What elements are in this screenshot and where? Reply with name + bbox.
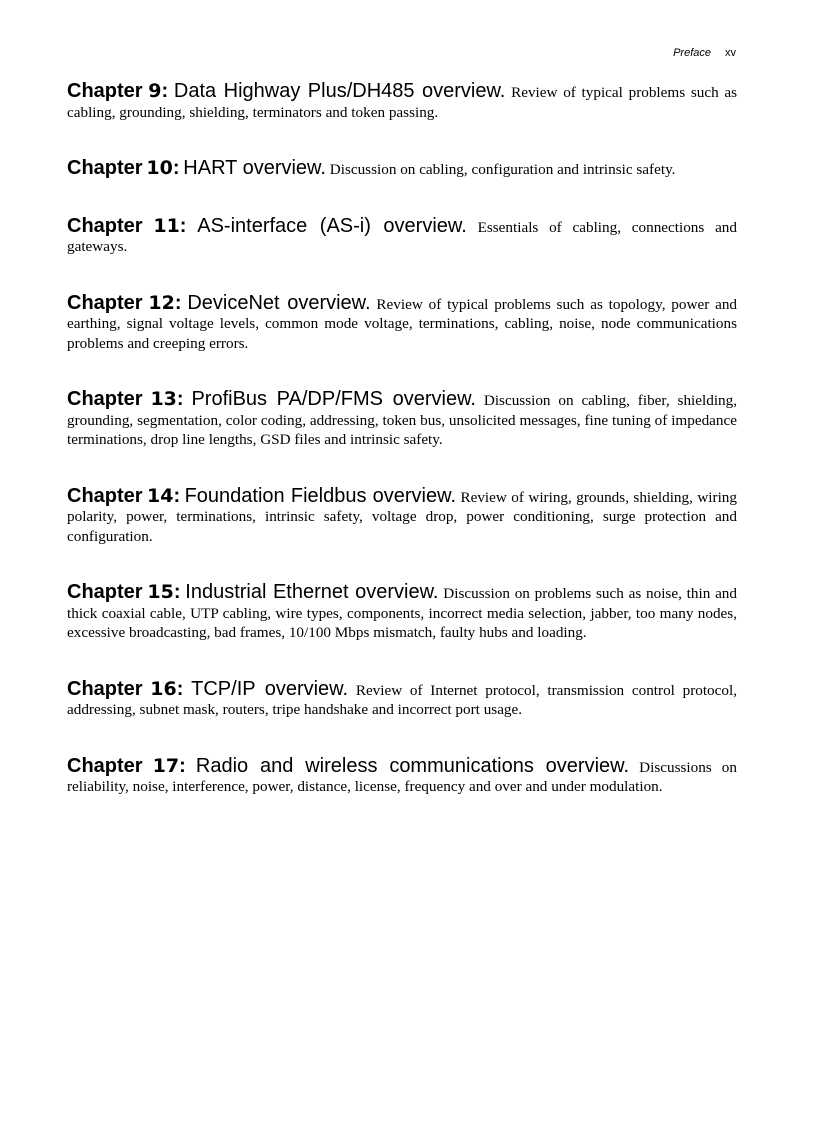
chapter-number: 16 xyxy=(150,677,177,700)
chapter-number: 10 xyxy=(146,157,173,179)
header-page-number: xv xyxy=(725,47,736,59)
chapter-description: Discussion on cabling, fiber, shielding, grounding, segmentation, color coding, addressing, token bus, unsolicited messages, fine tuning of impedance terminations, drop line lengths, GSD files and intrinsic safety. xyxy=(67,392,738,448)
running-header xyxy=(673,46,736,60)
chapter-label: Chapter xyxy=(67,291,143,314)
chapter-title: Data Highway Plus/DH485 overview. xyxy=(173,80,506,102)
chapter-entry: Chapter 15: Industrial Ethernet overview. Discussion on problems such as noise, thin and thick coaxial cable, UTP cabling, wire types, components, incorrect media selection, jabber, too many nodes, excessive broadcasting, bad frames, 10/100 Mbps mismatch, faulty hubs and loading. xyxy=(67,581,737,641)
chapter-number: 11 xyxy=(153,214,180,237)
chapter-title: Radio and wireless communications overview. xyxy=(195,754,630,777)
chapter-title: Industrial Ethernet overview. xyxy=(185,581,439,603)
chapter-entry: Chapter 11: AS-interface (AS-i) overview. Essentials of cabling, connections and gateways. xyxy=(67,214,737,255)
chapter-title: DeviceNet overview. xyxy=(187,291,371,314)
chapter-number: 12 xyxy=(148,291,175,314)
chapter-description: Essentials of cabling, connections and gateways. xyxy=(67,218,737,255)
chapter-title: TCP/IP overview. xyxy=(191,677,349,700)
chapter-number: 15 xyxy=(147,581,174,603)
chapter-title: Foundation Fieldbus overview. xyxy=(184,484,457,507)
chapter-label: Chapter xyxy=(67,388,143,410)
chapter-number: 17 xyxy=(152,754,180,777)
chapter-entry: Chapter 17: Radio and wireless communications overview. Discussions on reliability, noise, interference, power, distance, license, frequency and over and under modulation. xyxy=(67,754,737,795)
chapter-label: Chapter xyxy=(67,157,143,179)
chapter-entry: Chapter 10: HART overview. Discussion on cabling, configuration and intrinsic safety. xyxy=(67,157,676,179)
chapter-number: 14 xyxy=(147,484,174,507)
chapter-label: Chapter xyxy=(67,581,143,603)
chapter-number: 13 xyxy=(150,388,177,410)
chapter-entry: Chapter 16: TCP/IP overview. Review of Internet protocol, transmission control protocol, addressing, subnet mask, routers, tripe handshake and incorrect port usage. xyxy=(67,677,738,718)
chapter-label: Chapter xyxy=(67,484,143,507)
chapter-description: Review of typical problems such as topology, power and earthing, signal voltage levels, common mode voltage, terminations, cabling, noise, node communications problems and creeping errors. xyxy=(67,295,738,352)
chapter-list xyxy=(67,82,737,797)
chapter-description: Discussions on reliability, noise, interference, power, distance, license, frequency and over and under modulation. xyxy=(67,758,737,795)
chapter-label: Chapter xyxy=(67,677,143,700)
chapter-title: AS-interface (AS-i) overview. xyxy=(197,214,467,237)
header-section: Preface xyxy=(673,47,711,59)
chapter-number: 9 xyxy=(148,80,162,102)
chapter-description: Review of wiring, grounds, shielding, wiring polarity, power, terminations, intrinsic safety, voltage drop, power conditioning, surge protection and configuration. xyxy=(67,488,737,545)
chapter-label: Chapter xyxy=(67,80,143,102)
chapter-label: Chapter xyxy=(67,214,143,237)
chapter-label: Chapter xyxy=(67,754,143,777)
chapter-title: HART overview. xyxy=(183,157,326,179)
chapter-description: Review of Internet protocol, transmission control protocol, addressing, subnet mask, routers, tripe handshake and incorrect port usage. xyxy=(67,681,738,718)
chapter-description: Review of typical problems such as cabling, grounding, shielding, terminators and token passing. xyxy=(67,84,738,121)
chapter-entry: Chapter 14: Foundation Fieldbus overview. Review of wiring, grounds, shielding, wiring polarity, power, terminations, intrinsic safety, voltage drop, power conditioning, surge protection and configuration. xyxy=(67,484,737,545)
chapter-entry: Chapter 9: Data Highway Plus/DH485 overview. Review of typical problems such as cabling, grounding, shielding, terminators and token passing. xyxy=(67,80,738,121)
chapter-description: Discussion on cabling, configuration and intrinsic safety. xyxy=(329,161,676,178)
chapter-entry: Chapter 12: DeviceNet overview. Review of typical problems such as topology, power and earthing, signal voltage levels, common mode voltage, terminations, cabling, noise, node communications problems and creeping errors. xyxy=(67,291,738,352)
chapter-title: ProfiBus PA/DP/FMS overview. xyxy=(191,388,476,410)
chapter-description: Discussion on problems such as noise, thin and thick coaxial cable, UTP cabling, wire types, components, incorrect media selection, jabber, too many nodes, excessive broadcasting, bad frames, 10/100 Mbps mismatch, faulty hubs and loading. xyxy=(67,585,737,641)
chapter-entry: Chapter 13: ProfiBus PA/DP/FMS overview. Discussion on cabling, fiber, shielding, grounding, segmentation, color coding, addressing, token bus, unsolicited messages, fine tuning of impedance terminations, drop line lengths, GSD files and intrinsic safety. xyxy=(67,388,738,448)
